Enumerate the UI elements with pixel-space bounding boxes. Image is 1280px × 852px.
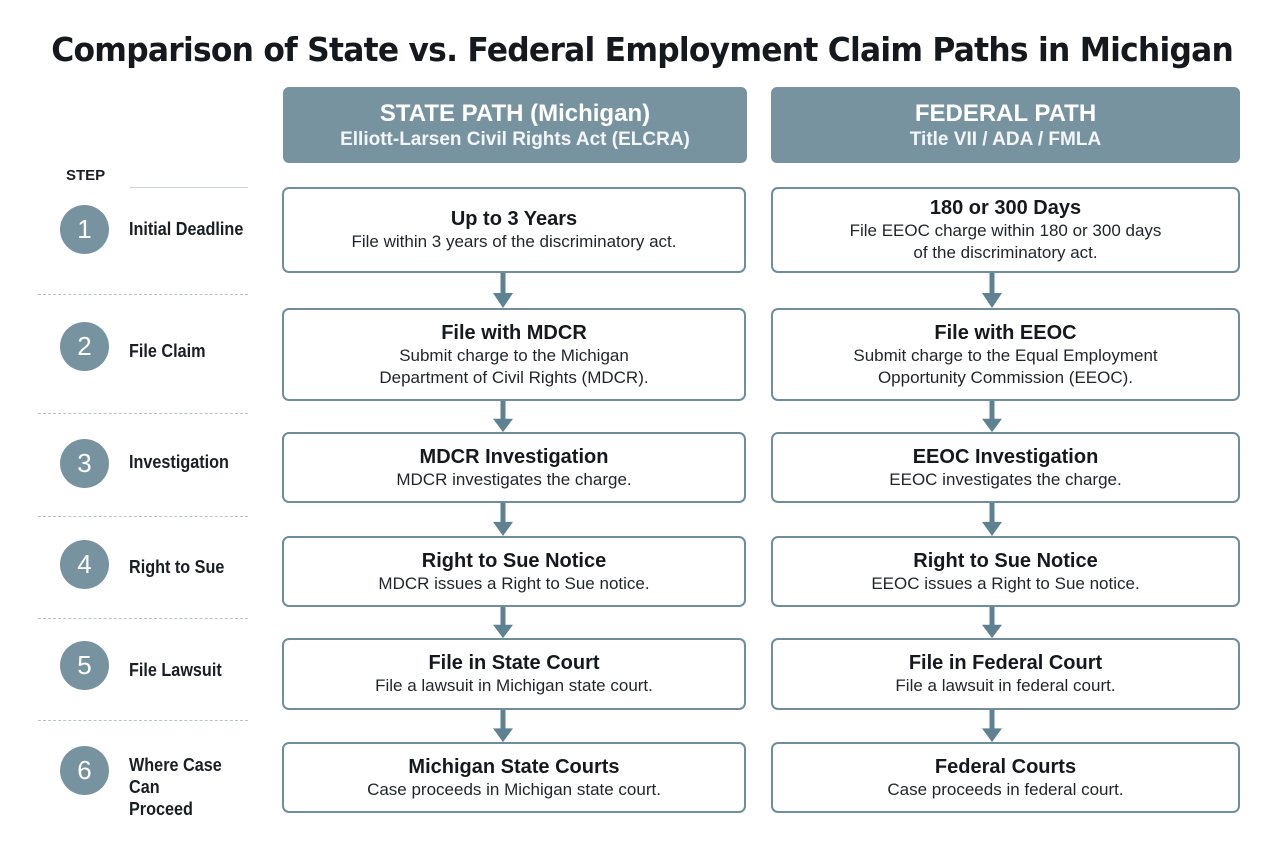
step-label: Initial Deadline bbox=[129, 219, 244, 239]
down-arrow-icon bbox=[981, 607, 1003, 639]
row-divider bbox=[38, 413, 248, 414]
step-number-circle: 3 bbox=[60, 439, 109, 488]
row-divider bbox=[38, 294, 248, 295]
federal-step-box bbox=[771, 187, 1240, 273]
state-step-title: Up to 3 Years bbox=[450, 208, 578, 230]
state-path-subtitle: Elliott-Larsen Civil Rights Act (ELCRA) bbox=[340, 128, 690, 150]
row-divider bbox=[38, 618, 248, 619]
state-step-description: MDCR issues a Right to Sue notice. bbox=[378, 573, 650, 593]
step-label: File Lawsuit bbox=[129, 660, 222, 680]
step-number-circle: 2 bbox=[60, 322, 109, 371]
down-arrow-icon bbox=[981, 710, 1003, 743]
row-divider bbox=[38, 720, 248, 721]
step-number-circle: 6 bbox=[60, 746, 109, 795]
down-arrow-icon bbox=[981, 401, 1003, 433]
state-step-title: File in State Court bbox=[428, 652, 600, 674]
step-label: Investigation bbox=[129, 452, 229, 472]
state-step-description: MDCR investigates the charge. bbox=[396, 469, 632, 489]
state-step-title: MDCR Investigation bbox=[419, 445, 609, 468]
federal-step-box bbox=[771, 638, 1240, 710]
state-step-description: File a lawsuit in Michigan state court. bbox=[375, 676, 653, 695]
federal-step-box bbox=[771, 536, 1240, 607]
step-label: Where Case Can Proceed bbox=[129, 755, 222, 819]
federal-step-description: File a lawsuit in federal court. bbox=[895, 676, 1116, 695]
down-arrow-icon bbox=[492, 273, 514, 309]
state-step-title: Michigan State Courts bbox=[408, 755, 620, 778]
row-divider bbox=[38, 516, 248, 517]
state-step-title: File with MDCR bbox=[441, 321, 587, 344]
state-step-description: Submit charge to the Michigan Department of Civil Rights (MDCR). bbox=[379, 345, 649, 387]
step-header-rule bbox=[130, 187, 248, 188]
step-label: Right to Sue bbox=[129, 557, 225, 577]
federal-step-title: EEOC Investigation bbox=[912, 445, 1099, 468]
federal-step-description: EEOC issues a Right to Sue notice. bbox=[871, 573, 1140, 593]
federal-step-title: File in Federal Court bbox=[908, 652, 1103, 674]
state-step-description: File within 3 years of the discriminatory act. bbox=[351, 232, 677, 251]
federal-step-description: Submit charge to the Equal Employment Opportunity Commission (EEOC). bbox=[853, 345, 1158, 387]
state-step-box bbox=[282, 432, 746, 503]
down-arrow-icon bbox=[492, 607, 514, 639]
state-step-title: Right to Sue Notice bbox=[421, 549, 607, 572]
federal-step-title: Federal Courts bbox=[934, 755, 1077, 778]
federal-step-box bbox=[771, 432, 1240, 503]
state-step-box bbox=[282, 308, 746, 401]
down-arrow-icon bbox=[981, 503, 1003, 537]
step-number-circle: 5 bbox=[60, 641, 109, 690]
federal-path-header bbox=[771, 87, 1240, 163]
federal-step-box bbox=[771, 308, 1240, 401]
state-step-box bbox=[282, 742, 746, 813]
federal-path-subtitle: Title VII / ADA / FMLA bbox=[909, 128, 1102, 150]
federal-step-box bbox=[771, 742, 1240, 813]
down-arrow-icon bbox=[492, 401, 514, 433]
federal-step-description: Case proceeds in federal court. bbox=[887, 779, 1124, 799]
page-title: Comparison of State vs. Federal Employment Claim Paths in Michigan bbox=[51, 30, 1234, 69]
step-number-circle: 1 bbox=[60, 205, 109, 254]
step-label: File Claim bbox=[129, 341, 206, 361]
state-step-box bbox=[282, 187, 746, 273]
step-number-circle: 4 bbox=[60, 540, 109, 589]
federal-step-description: File EEOC charge within 180 or 300 days of the discriminatory act. bbox=[849, 221, 1162, 262]
federal-path-title: FEDERAL PATH bbox=[914, 99, 1097, 127]
state-path-title: STATE PATH (Michigan) bbox=[379, 99, 651, 127]
federal-step-description: EEOC investigates the charge. bbox=[889, 469, 1122, 489]
federal-step-title: File with EEOC bbox=[934, 321, 1077, 344]
step-column-header: STEP bbox=[66, 167, 106, 184]
state-step-description: Case proceeds in Michigan state court. bbox=[367, 779, 661, 799]
federal-step-title: Right to Sue Notice bbox=[913, 549, 1098, 572]
state-path-header bbox=[283, 87, 747, 163]
state-step-box bbox=[282, 536, 746, 607]
down-arrow-icon bbox=[492, 503, 514, 537]
state-step-box bbox=[282, 638, 746, 710]
federal-step-title: 180 or 300 Days bbox=[929, 197, 1082, 219]
down-arrow-icon bbox=[492, 710, 514, 743]
down-arrow-icon bbox=[981, 273, 1003, 309]
